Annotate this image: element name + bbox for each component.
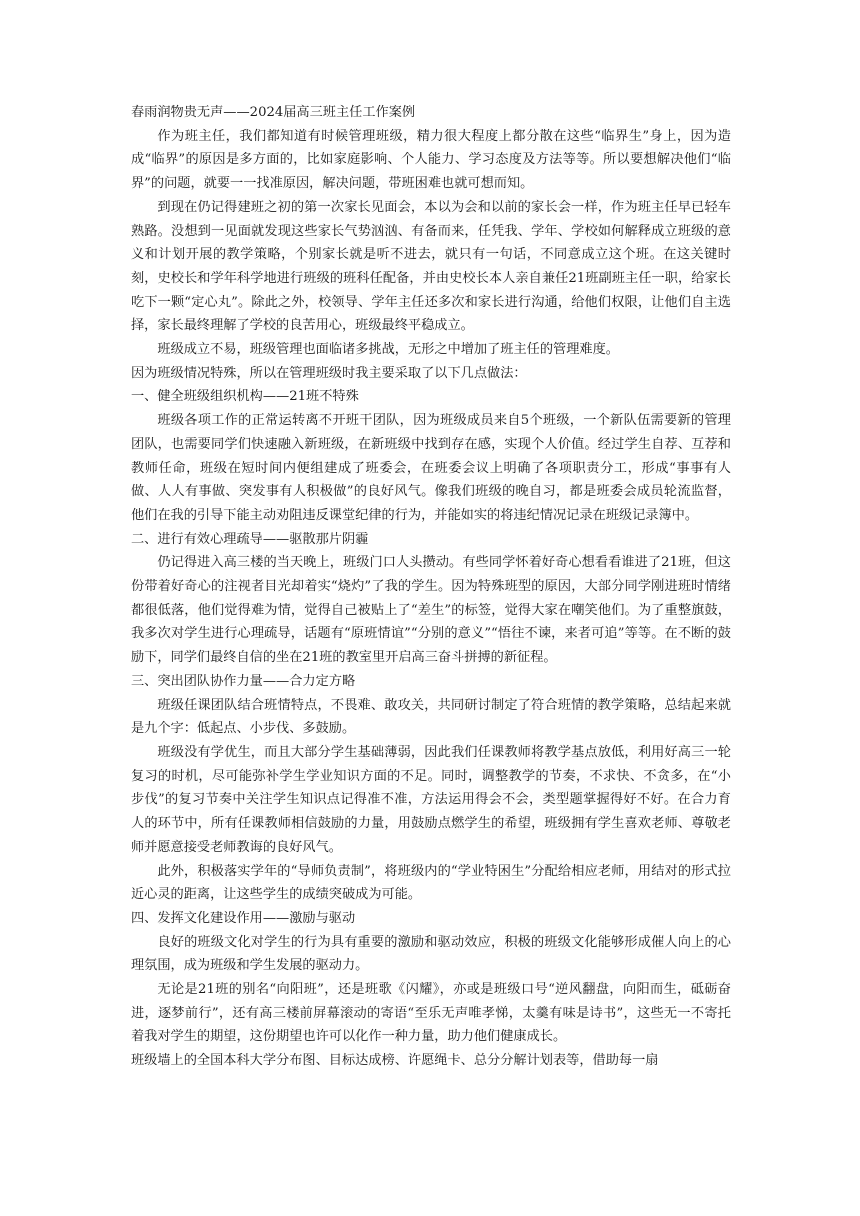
- paragraph: 无论是21班的别名“向阳班”，还是班歌《闪耀》，亦或是班级口号“逆风翻盘，向阳而生，砥砺奋进，逐梦前行”，还有高三楼前屏幕滚动的寄语“至乐无声唯孝悌，太羹有味是诗书”，这些无一不寄托着我对学生的期望，这份期望也许可以化作一种力量，助力他们健康成长。: [131, 982, 731, 1045]
- paragraph: 班级没有学优生，而且大部分学生基础薄弱，因此我们任课教师将教学基点放低，利用好高三一轮复习的时机，尽可能弥补学生学业知识方面的不足。同时，调整教学的节奏，不求快、不贪多，在“小步伐”的复习节奏中关注学生知识点记得准不准，方法运用得会不会，类型题掌握得好不好。在合力育人的环节中，所有任课教师相信鼓励的力量，用鼓励点燃学生的希望，班级拥有学生喜欢老师、尊敬老师并愿意接受老师教诲的良好风气。: [131, 744, 731, 855]
- paragraph: 此外，积极落实学年的“导师负责制”，将班级内的“学业特困生”分配给相应老师，用结对的形式拉近心灵的距离，让这些学生的成绩突破成为可能。: [131, 863, 731, 903]
- paragraph: 班级任课团队结合班情特点，不畏难、敢攻关，共同研讨制定了符合班情的教学策略，总结起来就是九个字：低起点、小步伐、多鼓励。: [131, 697, 731, 737]
- section-heading: 二、进行有效心理疏导——驱散那片阴霾: [131, 531, 369, 547]
- paragraph: 作为班主任，我们都知道有时候管理班级，精力很大程度上都分散在这些“临界生”身上，因为造成“临界”的原因是多方面的，比如家庭影响、个人能力、学习态度及方法等等。所以要想解决他们“临界”的问题，就要一一找准原因，解决问题，带班困难也就可想而知。: [131, 128, 731, 192]
- section-heading: 一、健全班级组织机构——21班不特殊: [131, 389, 359, 405]
- paragraph: 仍记得进入高三楼的当天晚上，班级门口人头攒动。有些同学怀着好奇心想看看谁进了21班，但这份带着好奇心的注视者目光却着实“烧灼”了我的学生。因为特殊班型的原因，大部分同学刚进班时情绪都很低落，他们觉得难为情，觉得自己被贴上了“差生”的标签，觉得大家在嘲笑他们。为了重整旗鼓，我多次对学生进行心理疏导，话题有“原班情谊”“分别的意义”“悟往不谏，来者可追”等等。在不断的鼓励下，同学们最终自信的坐在21班的教室里开启高三奋斗拼搏的新征程。: [131, 555, 731, 666]
- paragraph: 班级成立不易，班级管理也面临诸多挑战，无形之中增加了班主任的管理难度。: [157, 342, 619, 358]
- paragraph: 因为班级情况特殊，所以在管理班级时我主要采取了以下几点做法：: [131, 365, 527, 381]
- document-page: [131, 101, 731, 1073]
- section-heading: 三、突出团队协作力量——合力定方略: [131, 673, 356, 689]
- section-heading: 四、发挥文化建设作用——激励与驱动: [131, 910, 356, 926]
- paragraph: 班级墙上的全国本科大学分布图、目标达成榜、许愿绳卡、总分分解计划表等，借助每一扇: [131, 1053, 659, 1069]
- paragraph: 班级各项工作的正常运转离不开班干团队，因为班级成员来自5个班级，一个新队伍需要新的管理团队，也需要同学们快速融入新班级，在新班级中找到存在感，实现个人价值。经过学生自荐、互荐和教师任命，班级在短时间内便组建成了班委会，在班委会议上明确了各项职责分工，形成“事事有人做、人人有事做、突发事有人积极做”的良好风气。像我们班级的晚自习，都是班委会成员轮流监督，他们在我的引导下能主动劝阻违反课堂纪律的行为，并能如实的将违纪情况记录在班级记录簿中。: [131, 413, 731, 523]
- paragraph: 良好的班级文化对学生的行为具有重要的激励和驱动效应，积极的班级文化能够形成催人向上的心理氛围，成为班级和学生发展的驱动力。: [131, 934, 731, 974]
- document-title: 春雨润物贵无声——2024届高三班主任工作案例: [131, 105, 416, 120]
- paragraph: 到现在仍记得建班之初的第一次家长见面会，本以为会和以前的家长会一样，作为班主任早已轻车熟路。没想到一见面就发现这些家长气势汹汹、有备而来，任凭我、学年、学校如何解释成立班级的意义和计划开展的教学策略，个别家长就是听不进去，就只有一句话，不同意成立这个班。在这关键时刻，史校长和学年科学地进行班级的班科任配备，并由史校长本人亲自兼任21班副班主任一职，给家长吃下一颗“定心丸”。除此之外，校领导、学年主任还多次和家长进行沟通，给他们权限，让他们自主选择，家长最终理解了学校的良苦用心，班级最终平稳成立。: [131, 199, 731, 334]
